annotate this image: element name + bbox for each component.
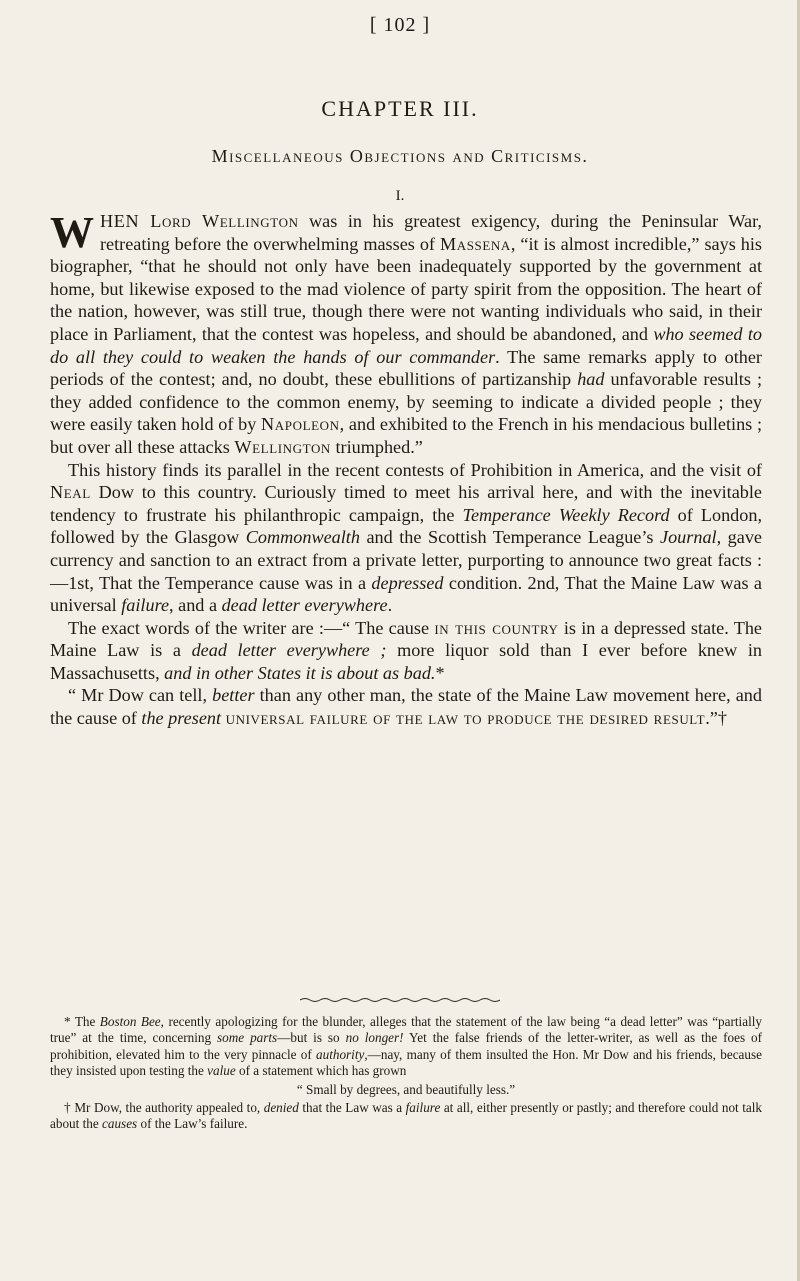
footnote-boston-bee bbox=[50, 1014, 762, 1080]
paragraph-text: and the Scottish Temperance League’s bbox=[359, 527, 661, 548]
emphasis-text: Boston Bee bbox=[99, 1014, 161, 1029]
paragraph-text: is in a depressed state. The Maine Law is a bbox=[50, 617, 762, 661]
name-wellington: Wellington bbox=[201, 211, 299, 231]
footnote-marker: .”† bbox=[705, 708, 727, 729]
emphasis-text: better bbox=[212, 685, 255, 706]
footnote-quote: “ Small by degrees, and beautifully less.” bbox=[296, 1081, 516, 1097]
emphasis-text: no longer! bbox=[345, 1030, 404, 1046]
page-number: [ 102 ] bbox=[369, 14, 431, 36]
emphasis-text: some parts bbox=[217, 1030, 278, 1046]
emphasis-text: and in other States it is about as bad. bbox=[164, 662, 436, 683]
small-caps-text: universal failure of the law to produce the desired result bbox=[225, 708, 706, 729]
paragraph-text: unfavorable results ; they added confidence to the common enemy, by seeming to indicate a divided people ; they were easily taken hold of by bbox=[50, 369, 763, 435]
emphasis-text: who seemed to do all they could to weaken the hands of our commander bbox=[50, 323, 762, 367]
paragraph-text: , “it is almost incredible,” says his biographer, “that he should not only have been inadequately supported by the government at home, but likewise exposed to the mad violence of party spirit from the opposition. The heart of the nation, however, was still true, though there were not wanting individuals who said, in their place in Parliament, that the contest was hopeless, and should be abandoned, and bbox=[50, 233, 762, 344]
emphasis-text: failure bbox=[405, 1100, 441, 1116]
paragraph-text: “ Mr Dow can tell, bbox=[68, 685, 213, 706]
small-caps-text: in this country bbox=[434, 617, 559, 638]
paragraph-text: , gave currency and sanction to an extract from a private letter, purporting to announce two great facts :—1st, That the Temperance cause was in a bbox=[50, 527, 762, 593]
emphasis-text: Temperance Weekly Record bbox=[462, 504, 670, 525]
paragraph-text: , and exhibited to the French in his mendacious bulletins ; but over all these attacks bbox=[50, 414, 762, 457]
body-text bbox=[50, 210, 762, 730]
footnote-text: at all, either presently or pastly; and therefore could not talk about the bbox=[50, 1100, 762, 1132]
footnote-text: of a statement which has grown bbox=[235, 1063, 407, 1079]
footnote-mr-dow bbox=[50, 1100, 762, 1133]
paragraph-text: was in his greatest exigency, during the Peninsular War, retreating before the overwhelming masses of bbox=[100, 211, 762, 254]
section-number: I. bbox=[395, 188, 405, 204]
paragraph-text: . bbox=[387, 595, 393, 616]
name-massena: Massena bbox=[439, 233, 511, 254]
paragraph-text: This history finds its parallel in the recent contests of Prohibition in America, and the visit of bbox=[68, 459, 762, 480]
section-title: Miscellaneous Objections and Criticisms. bbox=[211, 146, 589, 166]
paragraph-exact-words bbox=[50, 617, 762, 685]
footnote-text: ,—nay, many of them insulted the Hon. Mr Dow and his friends, because they insisted upon testing the bbox=[50, 1046, 762, 1079]
paragraph-text: Dow to this country. Curiously timed to meet his arrival here, and with the inevitable tendency to frustrate his philanthropic campaign, the bbox=[50, 482, 762, 525]
paragraph-prohibition bbox=[50, 459, 762, 617]
paragraph-text: HEN Lord bbox=[100, 211, 202, 231]
name-wellington: Wellington bbox=[234, 436, 331, 457]
paragraph-text: . The same remarks apply to other periods of the contest; and, no doubt, these ebullitions of partizanship bbox=[50, 346, 762, 390]
paragraph-text: The exact words of the writer are :—“ The cause bbox=[68, 617, 435, 638]
paragraph-text: , and a bbox=[169, 595, 222, 616]
name-neal: Neal bbox=[50, 482, 91, 503]
paragraph-mr-dow bbox=[50, 684, 762, 729]
emphasis-text: dead letter everywhere ; bbox=[191, 640, 387, 661]
footnotes bbox=[50, 1014, 762, 1135]
paragraph-text: triumphed.” bbox=[330, 436, 423, 457]
emphasis-text: Journal bbox=[660, 527, 717, 548]
footnote-text: of the Law’s failure. bbox=[137, 1116, 248, 1132]
emphasis-text: failure bbox=[121, 595, 170, 616]
emphasis-text: authority bbox=[316, 1046, 365, 1062]
wavy-divider bbox=[300, 997, 500, 1003]
footnote-text: Yet the false friends of the letter-writer, as well as the foes of prohibition, elevated him to the very pinnacle of bbox=[50, 1030, 763, 1062]
paragraph-text: more liquor sold than I ever before knew in Massachusetts, bbox=[50, 640, 763, 683]
footnote-text: , recently apologizing for the blunder, alleges that the statement of the law being “a dead letter” was “partially true” at the time, concerning bbox=[50, 1014, 762, 1046]
footnote-text: † Mr Dow, the authority appealed to, bbox=[64, 1100, 264, 1116]
paragraph-text: than any other man, the state of the Maine Law movement here, and the cause of bbox=[50, 685, 762, 729]
paragraph-text: of London, followed by the Glasgow bbox=[50, 504, 762, 548]
emphasis-text: dead letter everywhere bbox=[221, 595, 388, 616]
footnote-text: * The bbox=[64, 1014, 100, 1029]
paragraph-text: condition. 2nd, That the Maine Law was a universal bbox=[50, 572, 762, 616]
chapter-title: CHAPTER III. bbox=[321, 96, 479, 121]
emphasis-text: value bbox=[207, 1063, 236, 1079]
emphasis-text: causes bbox=[102, 1116, 138, 1132]
paragraph-wellington bbox=[50, 210, 762, 459]
emphasis-text: the present bbox=[141, 708, 222, 729]
emphasis-text: had bbox=[577, 369, 605, 390]
drop-cap: W bbox=[50, 208, 94, 257]
emphasis-text: denied bbox=[263, 1100, 299, 1116]
footnote-marker: * bbox=[435, 662, 445, 683]
emphasis-text: depressed bbox=[371, 572, 444, 593]
footnote-text: that the Law was a bbox=[298, 1100, 406, 1116]
emphasis-text: Commonwealth bbox=[245, 527, 360, 548]
footnote-text: —but is so bbox=[277, 1030, 346, 1046]
name-napoleon: Napoleon bbox=[261, 414, 340, 435]
